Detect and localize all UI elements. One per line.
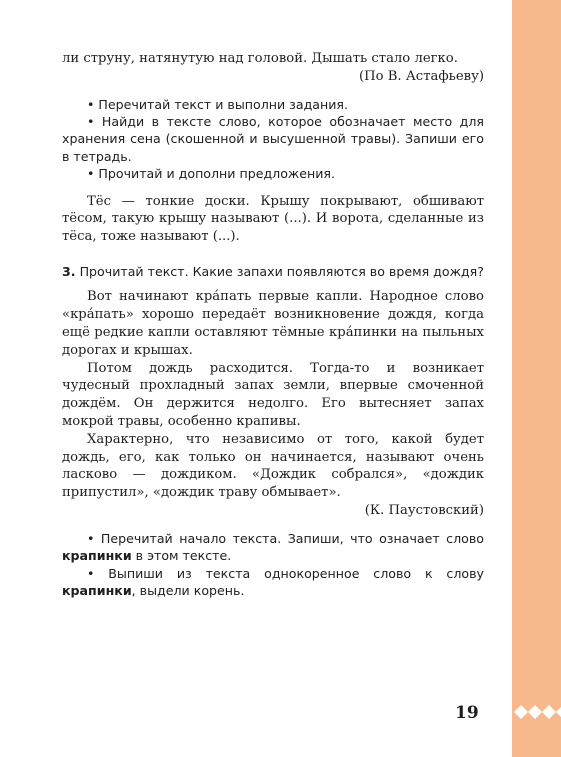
- task-number: 3.: [62, 264, 76, 280]
- page-number: 19: [455, 703, 479, 723]
- bullet-text: в этом тексте.: [131, 548, 232, 564]
- task-bullet-2: • Найди в тексте слово, которое обозначает место для хранения сена (скошенной и высушенной травы). Запиши его в тетрадь.: [62, 114, 484, 164]
- keyword: крапинки: [62, 583, 132, 598]
- bullet-text: , выдели корень.: [131, 583, 245, 598]
- reading-paragraph-2: Потом дождь расходится. Тогда-то и возникает чудесный прохладный запах земли, впервые смоченной дождём. Он держится недолго. Его вытесняет запах мокрой травы, особенно крапивы.: [62, 360, 484, 429]
- source-astafiev: (По В. Астафьеву): [358, 68, 484, 84]
- bullet-text: • Перечитай начало текста. Запиши, что означает слово: [87, 530, 484, 546]
- diamond-ornament-icon: [512, 704, 561, 720]
- fill-in-text: Тёс — тонкие доски. Крышу покрывают, обшивают тёсом, такую крышу называют (...). И ворота, сделанные из тёса, тоже называют (...).: [62, 193, 484, 245]
- task-bullet-3: • Прочитай и дополни предложения.: [87, 166, 336, 182]
- source-paustovsky: (К. Паустовский): [364, 502, 484, 518]
- task-3-bullet-1: [62, 530, 484, 565]
- task-3-prompt: [62, 263, 484, 280]
- keyword: крапинки: [62, 548, 132, 564]
- reading-paragraph-3: Характерно, что независимо от того, какой будет дождь, его, как только он начинается, называют очень ласково — дождиком. «Дождик собрался», «дождик припустил», «дождик траву обмывает».: [62, 431, 484, 501]
- passage-continuation: ли струну, натянутую над головой. Дышать стало легко.: [62, 51, 458, 66]
- page-content: [62, 50, 484, 599]
- task-3-bullet-2: [62, 565, 484, 600]
- task-bullet-1: • Перечитай текст и выполни задания.: [87, 96, 349, 112]
- task-3-text: Прочитай текст. Какие запахи появляются во время дождя?: [79, 264, 484, 280]
- bullet-text: • Выпиши из текста однокоренное слово к слову: [87, 565, 484, 581]
- reading-paragraph-1: Вот начинают кра́пать первые капли. Народное слово «кра́пать» хорошо передаёт возникновение дождя, когда ещё редкие капли оставляют тёмные кра́пинки на пыльных дорогах и крышах.: [62, 289, 484, 358]
- page-edge-band: [512, 0, 561, 757]
